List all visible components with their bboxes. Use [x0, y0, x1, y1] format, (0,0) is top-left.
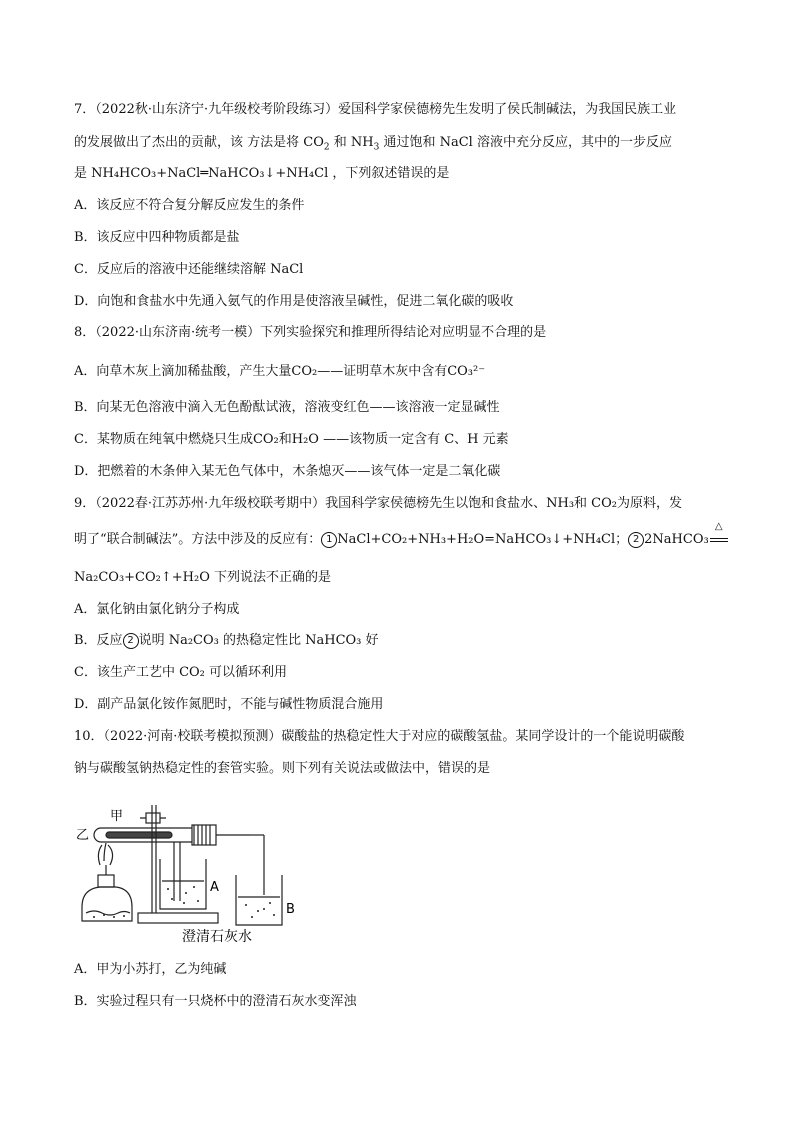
q8-option-a: A．向草木灰上滴加稀盐酸，产生大量CO₂——证明草木灰中含有CO₃²⁻ [74, 364, 486, 379]
q9-option-b-pre: B．反应 [74, 633, 123, 648]
q7-stem-line2: 的发展做出了杰出的贡献，该 方法是将 $CO_2$ 和 $NH_3$ 通过饱和 NaCl 溶液中充分反应，其中的一步反应 [74, 135, 672, 153]
q9-option-b-post: 说明 Na₂CO₃ 的热稳定性比 NaHCO₃ 好 [138, 633, 379, 648]
q10-option-b: B．实验过程只有一只烧杯中的澄清石灰水变浑浊 [74, 994, 357, 1009]
label-a: A [210, 880, 219, 895]
q9-option-b [74, 631, 379, 651]
label-jia: 甲 [110, 809, 124, 824]
q9-stem-line1: 9．（2022春·江苏苏州·九年级校联考期中）我国科学家侯德榜先生以饱和食盐水、NH₃和 CO₂为原料，发 [74, 496, 682, 511]
q7-option-d: D．向饱和食盐水中先通入氨气的作用是使溶液呈碱性，促进二氧化碳的吸收 [74, 294, 514, 309]
q9-reaction-1: NaCl+CO₂+NH₃+H₂O=NaHCO₃↓+NH₄Cl； [337, 532, 629, 547]
circled-number-2-icon: 2 [123, 633, 139, 649]
q8-option-d: D．把燃着的木条伸入某无色气体中，木条熄灭——该气体一定是二氧化碳 [74, 464, 501, 479]
apparatus-figure [74, 795, 304, 945]
circled-number-1-icon: 1 [321, 532, 337, 548]
label-yi: 乙 [76, 828, 90, 843]
apparatus-drawing [74, 795, 304, 945]
circled-number-2-icon: 2 [628, 532, 644, 548]
inner-tube [106, 832, 172, 838]
q9-stem-line2-pre: 明了“联合制碱法”。方法中涉及的反应有： [74, 532, 322, 547]
q7-stem-line2-a: 的发展做出了杰出的贡献，该 方法是将 CO [74, 135, 324, 150]
q7-stem-line2-c: 通过饱和 NaCl 溶液中充分反应，其中的一步反应 [379, 135, 672, 150]
q10-stem-line2: 钠与碳酸氢钠热稳定性的套管实验。则下列有关说法或做法中，错误的是 [74, 761, 491, 776]
label-b: B [286, 902, 295, 917]
q7-stem-line1: 7．（2022秋·山东济宁·九年级校考阶段练习）爱国科学家侯德榜先生发明了侯氏制碱法，为我国民族工业 [74, 102, 677, 117]
beaker-b [236, 875, 282, 925]
q9-option-c: C．该生产工艺中 CO₂ 可以循环利用 [74, 665, 288, 680]
beaker-a [160, 859, 206, 909]
q8-option-c: C．某物质在纯氧中燃烧只生成CO₂和H₂O ——该物质一定含有 C、H 元素 [74, 432, 509, 447]
q7-stem-line2-b: 和 NH [329, 135, 374, 150]
q9-stem-line3: Na₂CO₃+CO₂↑+H₂O 下列说法不正确的是 [74, 570, 331, 585]
q7-option-b: B．该反应中四种物质都是盐 [74, 230, 240, 245]
heating-condition-icon [709, 521, 729, 550]
q7-option-c: C．反应后的溶液中还能继续溶解 NaCl [74, 262, 304, 277]
q9-option-d: D．副产品氯化铵作氮肥时，不能与碱性物质混合施用 [74, 697, 384, 712]
q10-option-a: A．甲为小苏打，乙为纯碱 [74, 962, 227, 977]
q9-reaction-2-reactant: 2NaHCO₃ [644, 532, 709, 547]
q8-stem: 8．（2022·山东济南·统考一模）下列实验探究和推理所得结论对应明显不合理的是 [74, 325, 547, 340]
q7-option-a: A．该反应不符合复分解反应发生的条件 [74, 198, 305, 213]
q9-stem-line2 [74, 521, 729, 550]
q7-stem-line3: 是 NH₄HCO₃+NaCl═NaHCO₃↓+NH₄Cl ，下列叙述错误的是 [74, 166, 450, 181]
stand-base [138, 913, 218, 923]
q8-option-b: B．向某无色溶液中滴入无色酚酞试液，溶液变红色——该溶液一定显碱性 [74, 400, 500, 415]
q10-stem-line1: 10．（2022·河南·校联考模拟预测）碳酸盐的热稳定性大于对应的碳酸氢盐。某同学设计的一个能说明碳酸 [74, 729, 685, 744]
q9-option-a: A．氯化钠由氯化钠分子构成 [74, 602, 240, 617]
figure-caption: 澄清石灰水 [182, 929, 252, 945]
triangle-icon: △ [714, 521, 723, 532]
